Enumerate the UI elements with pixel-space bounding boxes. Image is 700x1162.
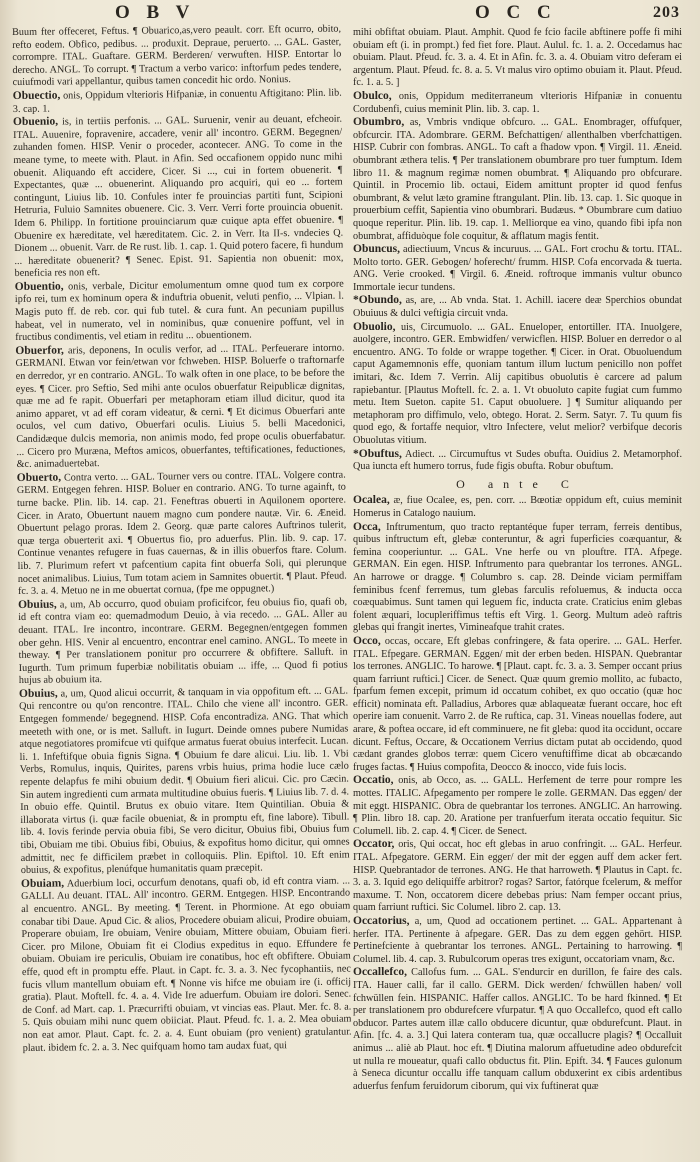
dictionary-entry xyxy=(17,468,347,598)
section-heading: O ante C xyxy=(456,476,579,491)
dictionary-entry xyxy=(353,448,682,474)
entry-text: a, um, Quod alicui occurrit, & tanquam in via oppofitum eft. ... GAL. Qui rencontre ou qu'on rencontre. ITAL. Chilo che viene all' incontro. GER. Entgegen fommende/ begegnend. HISP. Cofa encontradiza. ANG. That which meeteth with one, or is met. Salluft. in Iugurt. Deinde omnes pubere Numidas atque negotiatores promifcue vti quifque armatus fuerat obuius interfecit. Lucan. li. 1. Infeftifque obuia fignis Signa. ¶ Obuium fe dare alicui. Liu. lib. 1. Vbi Verbs, Romulus, inquis, Quirites, parens vrbis huius, prima hodie luce cælo repente delapfus fe mihi obuium dedit. ¶ Obuium fieri alicui. Cic. pro Cæcin. Sin autem ingredienti cum armata multitudine obuius fueris. ¶ Liuius lib. 7. d. 4. In obuio effe. Quintil. Brutus ex obuio vitare. Item Quintilian. Obuia & illaborata virtus (i. quæ facile obueniat, & in promptu eft, fine labore). Tibull. lib. 4. Iovis ferinde pervia obuia fibi, Se vero dicitur, Obuius fibi, Obuius fum tibi, Obuiam me tibi. Obuius fibi, Obuius, & expofitus homo dicitur, qui omnes admittit, nec fe difficilem præbet in colloquiis. Plin. Epiftol. 10. Eft enim obuius, & expofitus, plenúfque humanitatis quam præcepit. xyxy=(19,685,350,877)
entry-headword: Obuius, xyxy=(18,687,58,700)
entry-text: a, um, Quod ad occationem pertinet. ... GAL. Appartenant à herfer. ITA. Pertinente à afpegare. GER. Das zu dem eggen gehört. HISP. Pertinefciente à quebrantar los terrones. ANGL. Pertaining to harrowing. ¶ Columel. lib. 4. cap. 3. Rubulcorum operas tres exigunt, occatoriam vnam, &c. xyxy=(353,915,682,965)
entry-headword: Occatio, xyxy=(353,774,394,787)
dictionary-entry xyxy=(353,635,682,775)
entry-headword: Obuiam, xyxy=(20,877,65,890)
entry-text: as, are, ... Ab vnda. Stat. 1. Achill. iacere deæ Sperchios obundat Obuiuus & dulci veftigia circuit vnda. xyxy=(353,295,682,320)
entry-text: Callofus fum. ... GAL. S'endurcir en durillon, fe faire des cals. ITA. Hauer calli, far il callo. GERM. Dick werden/ fchwüllen haben/ voll fchwüllen fein. HISPANIC. Haffer callos. ANGLIC. To be hard fkinned. ¶ Et per translationem pro obdurefcere vfurpatur. ¶ A quo Occallefco, quod eft callo obducor. Partes autem illæ callo obducere dicuntur, quæ obdurefcunt. Plaut. in Afin. [fc. 4. a. 3.] Qui latera conteram tua, quæ occallucre plagis? ¶ Occalluit animus ... aliè ab Plaut. hoc eft. ¶ Diutina malorum affuetudine adeo obdurefcit ut nulla re moueatur, quafi callo obductus fit. Plin. Epift. 34. ¶ Fauces gulonum à Seneca dicuntur occallu iffe tanquam callum obduxerint ex cibis ardentibus aduerfus fenfum feruidorum ciborum, qui vix fuftinerat quæ xyxy=(353,967,682,1092)
entry-headword: *Obundo, xyxy=(353,294,402,307)
dictionary-entry xyxy=(13,113,344,281)
entry-text: oris, Qui occat, hoc eft glebas in aruo confringit. ... GAL. Herfeur. ITAL. Afpegatore. GERM. Ein egger/ der mit der eggen auff dem acker fert. HISP. Quebrantador de terrones. ANG. He that harroweth. ¶ Plautus in Capt. fc. 3. a. 3. Iquid ego deliquiffe arbitror? rogas? Sartor, fatórque fcelerum, & meffor maxume. T. Non, occatorem dicere debebas prius: Nam femper occant prius, quam farriunt ruftici. Sic Columel. libro 2. cap. 13. xyxy=(353,839,682,914)
entry-headword: Obuerfor, xyxy=(15,344,64,357)
dictionary-entry xyxy=(21,874,352,1055)
dictionary-entry xyxy=(353,294,682,320)
entry-headword: Occo, xyxy=(353,634,381,647)
dictionary-entry xyxy=(353,26,682,90)
entry-headword: Obulco, xyxy=(353,89,392,102)
entry-text: a, um, Ab occurro, quod obuiam proficifcor, feu obuius fio, quafi ob, id eft contra viam eo: quemadmodum Deuio, à via recedo. ... GAL. Aller au deuant. ITAL. Ire incontro, incontrare. GERM. Begegnen/entgegen fommen ober gehn. HIS. Venir al encuentro, encontrar enel camino. ANGL. To meete in theway. ¶ Per translationem ponitur pro occurrere & obfiftere. Salluft. in Iugurth. Tum primum fuperbiæ nobilitatis obuiam ... iffe, ... Quod fi potius hujus ab obuium ita. xyxy=(18,596,348,687)
dictionary-entry xyxy=(12,23,342,90)
entry-text: adiectiuum, Vncus & incuruus. ... GAL. Fort crochu & tortu. ITAL. Molto torto. GER. Gebogen/ hoferecht/ frumm. HISP. Cofa encorvada & tuerta. ANG. Verie crooked. ¶ Virgil. 6. Æneid. roftroque immanis vultur obunco Immortale iecur tundens. xyxy=(353,244,682,293)
entry-text: mihi obfiftat obuiam. Plaut. Amphit. Quod fe fcio facile abftinere poffe fi mihi obuiam eft (i. in prompt.) fed fiet fore. Plaut. Aulul. fc. 1. a. 2. Occedamus hac obuiam. Plaut. Pfeud. fc. 3. a. 4. Et in Afin. fc. 3. a. 4. Obuiam vitro deferam ei argentum. Plaut. Pfeud. fc. 8. a. 5. Vt malus viro optimo obuiam it. Plaut. Pfeud. fc. 1. a. 5. ] xyxy=(353,27,682,89)
entry-headword: Obuncus, xyxy=(353,243,400,256)
entry-text: is, in tertiis perfonis. ... GAL. Suruenir, venir au deuant, efcheoir. ITAL. Auuenire, fopravenire, accadere, venir all' incontro. GERM. Begegnen/ zuhanden fomen. HISP. Venir o proceder, acontecer. ANG. To come in the meane tyme, to meete with. Plaut. in Afin. Sed occafionem oppido nunc mihi obuenit. Aliquando eft accidere, Cicer. Si ..., cui in fortem obuenerit. ¶ Expectantes, quæ ... obuenerint. Aliquando pro acquiri, qui eo ... fortem contingunt, Liuius lib. 10. Confules inter fe prouincias partiti funt, Scipioni Hetruria, Fuluio Samnites obuenere. Cic. 3. Verr. Verri forte prouincia obuenit. Idem 6. Philipp. In fortitione prouinciarum quæ cuique apta effet obuenire. ¶ Obuenire ex hæreditate, vel hæreditatem. Cic. 2. in Verr. Ita II-s. vndecies Q. Dionem ... obuenit. Varr. de Re rust. lib. 1. cap. 1. Quid potero facere, fi hundum ... hæreditate obuenerit? ¶ Senec. Epist. 91. Sapientia non obuenit: mox, beneficia res non eft. xyxy=(13,113,344,280)
dictionary-entry xyxy=(15,341,345,471)
entry-headword: Occa, xyxy=(353,520,381,533)
dictionary-entry xyxy=(353,966,682,1093)
entry-headword: Obuenio, xyxy=(12,115,59,129)
entry-text: Aduerbium loci, occurfum denotans, quafi ob, id eft contra viam. ... GALLI. Au deuant. ITAL. All' incontro. GERM. Entgegen. HISP. Encontrando al encuentro. ANGL. By meeting. ¶ Terent. in Phormione. At ego obuiam conabar tibi Daue. Apud Cic. & alios, Procedere obuiam alicui, Prodire obuiam, Properare obuiam, Ire obuiam, Venire obuiam, Mittere obuiam, Obuiam fieri. Cicer. pro Milone, Obuiam fit ei Clodius expeditus in equo. Effundere fe obuiam. Obuiam ire periculis, Obuiam ire conatibus, hoc eft obfiftere. Obuiam effe, quod eft in promptu effe. Plaut. in Capt. fc. 3. a. 3. Nec fycophantiis, nec fucis vllum mantellum obuiam eft. ¶ Nonne vis hifce me obuiam ire (i. officij gratia). Plaut. Moftell. fc. 4. a. 4. Vide Ire aduerfum. Obuiam ire dolori. Senec. de Conf. ad Mart. cap. 1. Præcurrifti obuiam, vt vincias eas. Plaut. Mer. fc. 8. a. 5. Quis obuiam mihi nunc quem obiiciat. Plaut. Pfeud. fc. 1. a. 2. Mea obuiam non eat amor. Plaut. Capt. fc. 2. a. 4. Eunt obuiam (pro venient) gratulantur. plaut. ibidem fc. 2. a. 3. Nec quifquam homo tam audax fuat, qui xyxy=(21,875,352,1054)
entry-headword: Obuolio, xyxy=(353,320,396,333)
dictionary-entry xyxy=(353,774,682,838)
running-head-left: O B V xyxy=(115,2,196,23)
running-head-right: O C C xyxy=(475,2,557,23)
entry-headword: Occatorius, xyxy=(353,914,410,927)
entry-text: æ, fiue Ocalee, es, pen. corr. ... Bœotiæ oppidum eft, cuius meminit Homerus in Catalogo nauium. xyxy=(353,495,682,519)
entry-headword: Ocalea, xyxy=(353,494,390,507)
entry-text: onis, verbale, Dicitur emolumentum omne quod tum ex corpore ipfo rei, tum ex hominum opera & induftria obuenit, veluti penfio, ... Vlpian. l. Magis puto ff. de reb. cor. qui fub tutel. & cura funt. An pecuniam pupillus habeat, vel in numerato, vel in nominibus, quæ conuenire poffunt, vel in fructibus condimentis, vel etiam in reditu ... obuentionem. xyxy=(14,278,345,344)
entry-text: Inftrumentum, quo tracto reptantéque fuper terram, ferreis dentibus, quibus inftructum eft, glebæ conteruntur, & agri fuperficies coæquantur, & femina cooperiuntur. ... GAL. Vne herfe ou vn plouftre. ITA. Afpege. GERMAN. Ein egen. HISP. Inftrumento para quebrantar los terrones. ANGL. An harrowe or dragge. ¶ Columbro s. cap. 28. Deinde viciam permiffam feminibus fcenf ferremus, tum glebas farculis refoluemus, & inducta occa coæquabimus. Sunt tamen qui leguem fic, inducta crate. Craticius enim glebas folent æquari, locupleriffimus teftis eft Virg. 1. Georg. Multum adeò raftris glebas qui frangit inertes, Vimineafque trahit crates. xyxy=(353,521,682,634)
entry-text: uis, Circumuolo. ... GAL. Enueloper, entortiller. ITA. Inuolgere, auolgere, incontro. GER. Embwidfen/ verwicflen. HISP. Boluer en derredor o al encuentro. ANG. To folde or wrappe together. ¶ Cicer. in Orat. Obuoluendum caput Agamemnonis effe, quoniam tantum illum luctum penicillo non poffet imitari, &c. Idem 7. Verrin. Alij capitibus obuolutis è carcere ad palum rapiebantur. [Plautus Moftell. fc. 2. a. 1. Vt obuoluto capite fugiat cum fummo metu. Item Sueton. capite 51. Caput obuoluere. ] ¶ Sumitur aliquando per metaphoram pro diffimulo, velo, obtego. Horat. 2. Serm. Satyr. 7. Tu quum fis quod ego, & fortaffe nequior, vltro Infectere, velut melior? verbifque decoris Obuolutas vitium. xyxy=(353,321,682,446)
entry-text: Buum fter offeceret, Feftus. ¶ Obuarico,as,vero peault. corr. Eft ocurro, obito, refto eodem. Obfico, pedibus. ... produxit. Depraue, peruerto. ... GAL. Gaster, corrompre. ITAL. Guaftare. GERM. Berderen/ verwuften. HISP. Entortar lo derecho. ANGL. To corrupt. ¶ Tractum a verbo varico: inftorfum pedes tendere, cuiufmodi vari appellantur, quibus tamen concedit hic ordo. Nonius. xyxy=(12,23,342,89)
entry-headword: Occator, xyxy=(353,838,395,851)
dictionary-entry xyxy=(18,595,348,688)
entry-text: Adiect. ... Circumuftus vt Sudes obufta. Ouidius 2. Metamorphof. Qua iuncta eft humero torrus, fude figis obufta. Robur obuftum. xyxy=(353,448,682,473)
dictionary-entry xyxy=(353,90,682,116)
dictionary-entry xyxy=(353,243,682,294)
dictionary-entry xyxy=(353,521,682,635)
dictionary-entry xyxy=(15,277,345,344)
entry-text: onis, Oppidum vlterioris Hifpaniæ, in conuentu Aftigitano: Plin. lib. 3. cap. 1. xyxy=(12,87,342,115)
entry-headword: Obuius, xyxy=(17,598,57,611)
dictionary-entry xyxy=(19,684,350,877)
entry-text: as, Vmbris vndique obfcuro. ... GAL. Enombrager, offufquer, obfcurcir. ITA. Adombrare. GERM. Befchattigen/ allenthalben vberfchattigen. HISP. Cubrir con fombras. ANGL. To caft a fhadow vpon. ¶ Virgil. 11. Æneid. obumbrant æthera telis. ¶ Per translationem obumbrare pro tuer fumptum. Idem libro 11. & magnum regimæ nomen obumbrat. ¶ Aliquando pro obfcurare. Quintil. in Procemio lib. octaui, Eidem amittunt propter id quod fenfus obumbrant, & velut læto gramine ftrangulant. Plin. lib. 13. cap. 1. Sic quoque in prouerbium ceffit, Sapientia vino obumbrari. Budæus. * Obumbrare cum datiuo quoque reperitur. Plin. lib. 19. cap. 1. Melliorque ea vino, quando fibi ipfa non obumbrat, affiduòque fole coquitur, & afflatum magis fentit. xyxy=(353,117,682,242)
dictionary-entry xyxy=(353,915,682,966)
entry-text: aris, deponens, In oculis verfor, ad ... ITAL. Perfeuerare intorno. GERMANI. Etwan vor fein/etwan vor fchweben. HISP. Boluerfe o traftornarfe en derredor, yr en contrario. ANGL. To walk often in one place, to be before the eyes. ¶ Cicer. pro Seftio, Sed mihi ante oculos obuerfatur Reipublicæ dignitas, quæ me ad fe rapit. Obuerfari per metaphoram etiam illud dicitur, quod ita animo apparet, vt ad eff coram videatur, & cerni. ¶ Et dicimus Obuerfari ante oculos, vel cum dativo, Obuerfari oculis. Liuius 5. belli Macedonici, Candidæque dulcis memoria, non animis modo, fed prope oculis obuerfabatur. ... Cicero pro Muræna, Meftos amicos, obuerfantes, teftificationes, feductiones, &c. animaduertebat. xyxy=(15,342,346,471)
entry-headword: Occallefco, xyxy=(353,966,407,979)
left-column xyxy=(12,23,353,1152)
entry-headword: Obumbro, xyxy=(353,116,405,129)
dictionary-entry xyxy=(13,87,342,117)
entry-text: occas, occare, Eft glebas confringere, & fata operire. ... GAL. Herfer. ITAL. Efpegare. GERMAN. Eggen/ mit der erben beden. HISPAN. Quebrantar los terrones. ANGLIC. To harowe. ¶ [Plaut. capt. fc. 3. a. 3. Semper occant prius quam farriunt ruftici.] Cicer. de Senect. Quæ quum gremio mollito, ac fubacto, fparfum femen excepit, primum id occatum cohibet, ex quo occatio (quæ hoc efficit) nominata eft. Palladius, Arbores quæ ablaqueatæ fuerant occare, hoc eft operire iam conuenit. Varro 2. de Re ruftica, cap. 31. Vineas nouellas fodere, aut arare, & poftea occare, id eft comminuere, ne fit gleba: quod ita occidunt, occare dicunt. Feftus, Occare, & Occationem Verrius dictam putat ab occidendo, quod cædant grandes globos terræ: quem Cicero venuftiffime dicat ab obcæcando fruges factas. ¶ Huius compofita, Deocco & inocco, vide fuis locis. xyxy=(353,635,682,773)
dictionary-entry xyxy=(353,494,682,520)
page-number: 203 xyxy=(653,4,680,21)
entry-headword: Obuectio, xyxy=(12,89,61,102)
dictionary-entry xyxy=(353,838,682,915)
running-head xyxy=(30,2,680,24)
entry-headword: *Obuftus, xyxy=(353,447,402,460)
dictionary-entry xyxy=(353,116,682,243)
entry-text: onis, Oppidum mediterraneum vlterioris Hifpaniæ in conuentu Cordubenfi, cuius meminit Plin. lib. 3. cap. 1. xyxy=(353,90,682,115)
right-column xyxy=(353,26,682,1152)
entry-text: Contra verto. ... GAL. Tourner vers ou contre. ITAL. Volgere contra. GERM. Entgegen fehren. HISP. Boluer en contrario. ANG. To turne againft, to turne backe. Plin. lib. 14. cap. 21. Feneftras obuerti in Aquilonem oportere. Cicer. in Arato, Obuertunt nauem magno cum pondere nautæ. Vir. 6. Æneid. Obuertunt pelago proras. Idem 2. Georg. quæ parte calores Auftrinos tulerit, quæ terga obuerterit axi. ¶ Obuertus fio, pro aduerfus. Plin. lib. 9. cap. 17. Continue venantes refugere in fuas cauernas, & in illis obuerfos ftare. Colum. lib. 7. Plurimum refert vt pafcentium capita fint obuerfa Soli, qui plerunque nocet animalibus. Liuius, Tum totam aciem in Samnites obuertit. ¶ Plaut. Pfeud. fc. 3. a. 4. Metuo ne in me obuertat cornua, (fpe me oppugnet.) xyxy=(16,469,347,598)
dictionary-entry xyxy=(353,321,682,448)
text-columns xyxy=(12,23,682,1152)
entry-headword: Obuentio, xyxy=(14,280,64,293)
entry-headword: Obuerto, xyxy=(16,471,62,484)
entry-text: onis, ab Occo, as. ... GALL. Herfement de terre pour rompre les mottes. ITALIC. Afpegamento per rompere le zolle. GERMAN. Das eggen/ der mit eggt. HISPANIC. Obra de quebrantar los terrones. ANGLIC. An harrowing. ¶ Plin. libro 18. cap. 20. Aratione per tranfuerfum iterata occatio fequitur. Sic Columell. lib. 2. cap. 4. ¶ Cicer. de Senect. xyxy=(353,775,682,837)
